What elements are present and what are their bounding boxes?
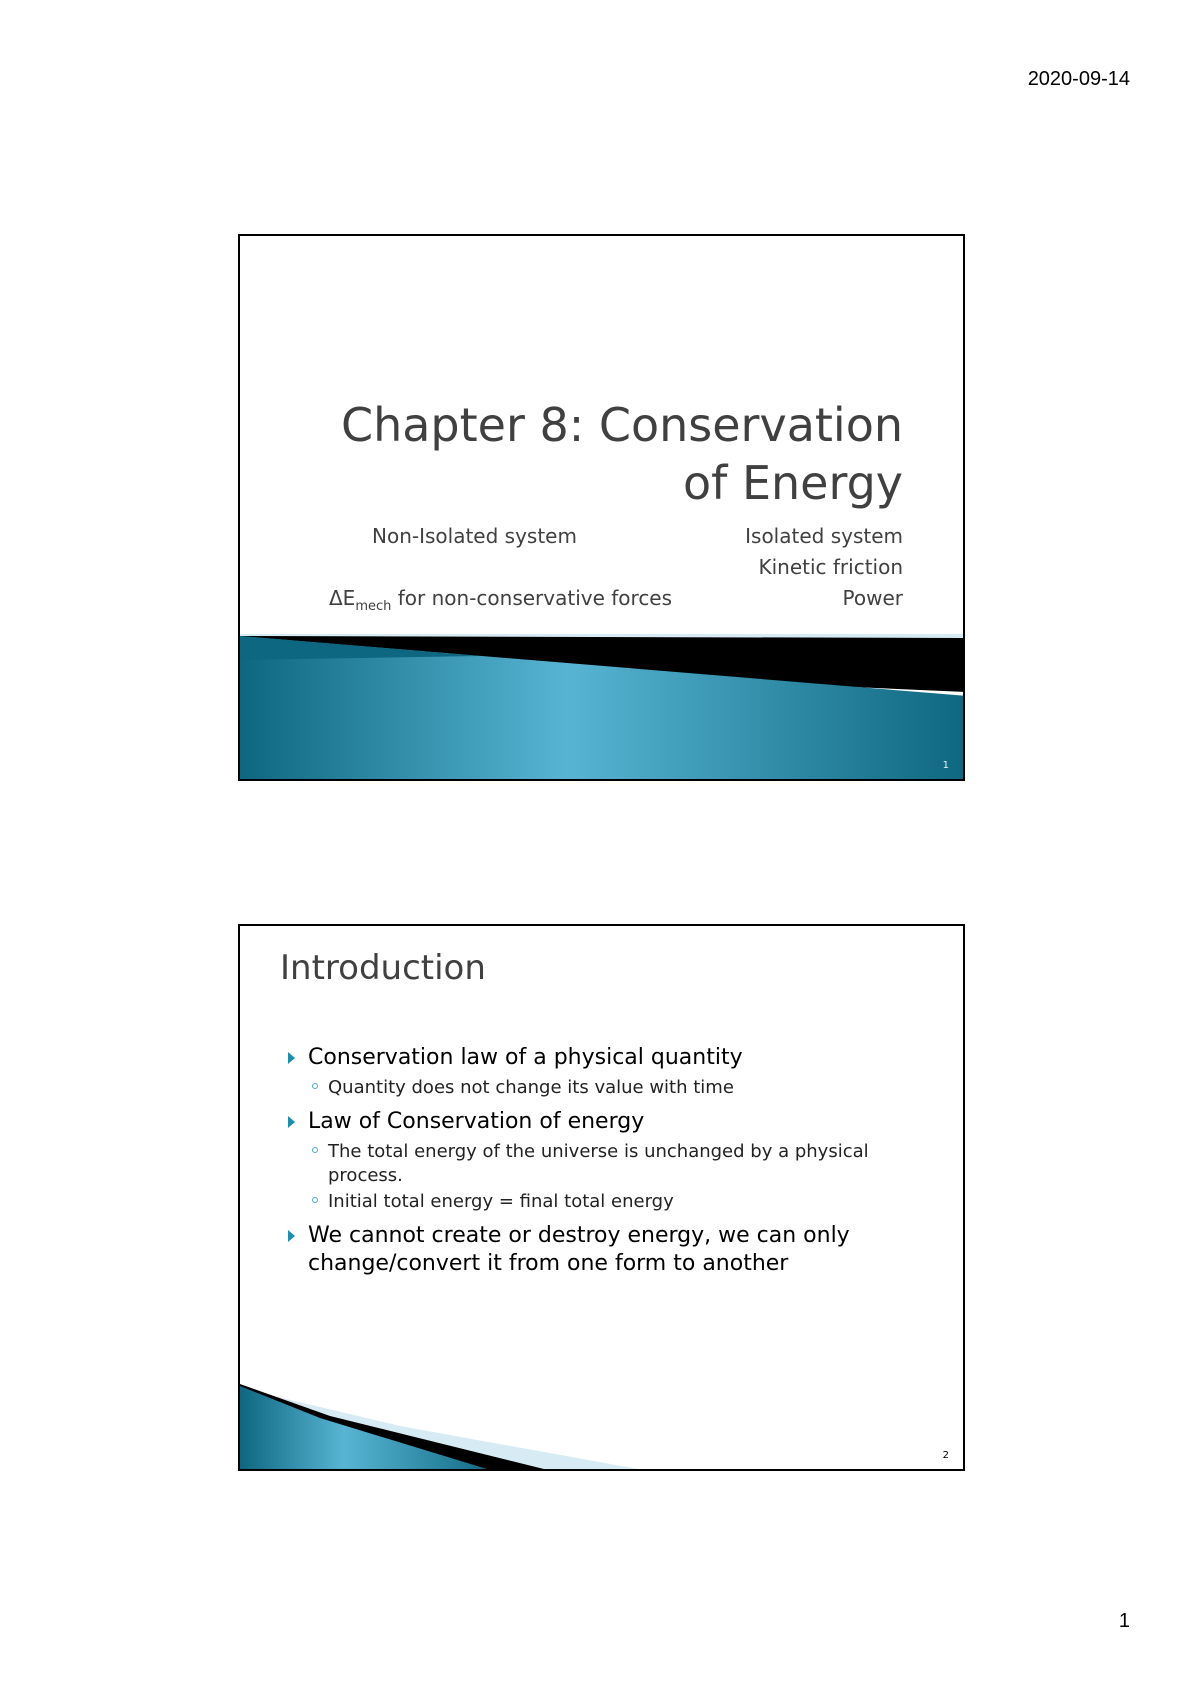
bullet-text: Law of Conservation of energy bbox=[308, 1109, 645, 1134]
subtitle-power: Power bbox=[842, 586, 903, 610]
subtitle-delta-emech bbox=[329, 586, 673, 614]
delta-e-symbol: ΔE bbox=[329, 586, 356, 610]
title-line-2: of Energy bbox=[682, 456, 903, 510]
page-date: 2020-09-14 bbox=[1027, 68, 1130, 90]
bullet-list bbox=[284, 1044, 924, 1282]
slide-1-title bbox=[303, 396, 903, 512]
slide-1 bbox=[238, 234, 965, 781]
subtitle-non-isolated: Non-Isolated system bbox=[372, 524, 577, 548]
slide-2-title: Introduction bbox=[280, 948, 486, 988]
subtitle-isolated: Isolated system bbox=[745, 524, 903, 548]
bullet-item bbox=[284, 1044, 924, 1072]
bullet-text: Conservation law of a physical quantity bbox=[308, 1045, 743, 1070]
slide-2-number: 2 bbox=[942, 1450, 949, 1461]
title-line-1: Chapter 8: Conservation bbox=[340, 398, 903, 452]
triangle-bullet-icon bbox=[288, 1230, 295, 1242]
circle-bullet-icon bbox=[312, 1083, 318, 1089]
sub-bullet-text: Quantity does not change its value with time bbox=[328, 1077, 734, 1098]
page-number: 1 bbox=[1118, 1610, 1130, 1632]
slide-2 bbox=[238, 924, 965, 1471]
sub-bullet-text: The total energy of the universe is unchanged by a physical process. bbox=[328, 1141, 869, 1186]
bullet-text: We cannot create or destroy energy, we can only change/convert it from one form to another bbox=[308, 1223, 850, 1276]
triangle-bullet-icon bbox=[288, 1052, 295, 1064]
circle-bullet-icon bbox=[312, 1197, 318, 1203]
sub-bullet-text: Initial total energy = final total energy bbox=[328, 1191, 674, 1212]
slide-1-number: 1 bbox=[942, 760, 949, 771]
triangle-bullet-icon bbox=[288, 1116, 295, 1128]
bullet-item bbox=[284, 1108, 924, 1136]
sub-bullet-item bbox=[284, 1140, 924, 1188]
bullet-item bbox=[284, 1222, 924, 1278]
mech-subscript: mech bbox=[355, 599, 392, 614]
sub-bullet-item bbox=[284, 1190, 924, 1214]
delta-e-rest: for non-conservative forces bbox=[391, 586, 673, 610]
circle-bullet-icon bbox=[312, 1147, 318, 1153]
subtitle-kinetic-friction: Kinetic friction bbox=[758, 555, 903, 579]
sub-bullet-item bbox=[284, 1076, 924, 1100]
